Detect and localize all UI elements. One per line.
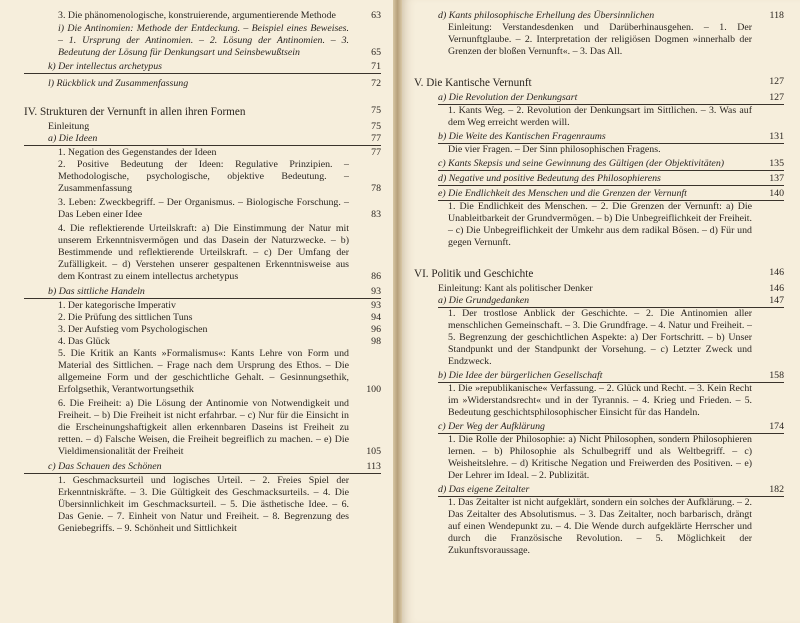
section-title-text: e) Die Endlichkeit des Menschen und die Grenzen der Vernunft [438, 188, 687, 199]
toc-entry-einleitung [24, 121, 381, 133]
page-number: 63 [371, 10, 381, 21]
entry-text: 1. Der kategorische Imperativ [58, 300, 176, 311]
entry-text: Die vier Fragen. – Der Sinn philosophischen Fragens. [448, 144, 661, 155]
section-title-text: c) Der Weg der Aufklärung [438, 421, 545, 432]
toc-section-grundgedanken [438, 295, 784, 368]
entry-text: 1. Negation des Gegenstandes der Ideen [58, 147, 217, 158]
entry-text: 5. Die Kritik an Kants »Formalismus«: Kants Lehre von Form und Material des Sittlichen. – Frage nach dem Ursprung des Ethos. – Die allgemeine Form und der geschichtliche Gehalt. – Gesinnungsethik, Erfolgsethik, Verantwortungsethik [58, 348, 349, 395]
section-title: d) Kants philosophische Erhellung des Übersinnlichen [438, 10, 655, 21]
entry-text: 1. Die Endlichkeit des Menschen. – 2. Die Grenzen der Vernunft: a) Die Unableitbarkeit der Grundvermögen. – b) Die Unbegreiflichkeit der Freiheit. – c) Die Unbegreiflichkeit der Umkehr aus dem radikal Bösen. – d) Für und gegen Vernunft. [448, 201, 752, 248]
section-title [438, 158, 784, 171]
page-number: 72 [371, 78, 381, 89]
section-title [438, 92, 784, 105]
section-title: b) Das sittliche Handeln [48, 286, 145, 297]
toc-entry-intellectus [24, 61, 381, 74]
entry-text: 3. Der Aufstieg vom Psychologischen [58, 324, 208, 335]
book-gutter [393, 0, 402, 623]
toc-section-aufklaerung [438, 421, 784, 482]
section-description [438, 201, 784, 249]
section-heading-handeln [24, 286, 381, 299]
page-number: 146 [769, 267, 784, 278]
section-description [438, 383, 784, 419]
page-number: 65 [371, 47, 381, 58]
entry-text: 1. Geschmacksurteil und logisches Urteil. – 2. Freies Spiel der Erkenntniskräfte. – 3. Die Gültigkeit des Geschmacksurteils. – 4. Die Übersinnlichkeit im Geschmacksurteil. – 5. Die ästhetische Idee. – 6. Das Genie. – 7. Einheit von Natur und Freiheit. – 8. Begrenzung des Geniebegriffs. – 9. Schönheit und Sittlichkeit [58, 475, 349, 534]
entry-text: l) Rückblick und Zusammenfassung [48, 78, 189, 89]
section-title [438, 421, 784, 434]
entry-text: 2. Die Prüfung des sittlichen Tuns [58, 312, 193, 323]
entry-text: 1. Die »republikanische« Verfassung. – 2. Glück und Recht. – 3. Kein Recht im »Widerstandsrecht« und in der Tyrannis. – 4. Krieg und Frieden. – 5. Bedeutung geschichtsphilosophischer Einsicht für das Handeln. [448, 383, 752, 418]
chapter-heading-iv [24, 105, 381, 119]
entry-text: 3. Leben: Zweckbegriff. – Der Organismus. – Biologische Forschung. – Das Leben einer Idee [58, 197, 349, 220]
page-number: 140 [769, 188, 784, 199]
page-number: 146 [769, 283, 784, 294]
section-title: c) Das Schauen des Schönen [48, 461, 162, 472]
page-number: 96 [371, 324, 381, 335]
section-title [438, 131, 784, 144]
page-number: 118 [769, 10, 784, 21]
page-number: 131 [769, 131, 784, 142]
section-description [438, 308, 784, 368]
section-description [438, 105, 784, 129]
toc-entry-ideen-4 [24, 223, 381, 283]
entry-text: i) Die Antinomien: Methode der Entdeckung. – Beispiel eines Beweises. – 1. Ursprung der Antinomien. – 2. Lösung der Antinomien. – 3. Bedeutung der Lösung für Denkungsart und Seinsbewußtsein [58, 23, 349, 58]
chapter-title: V. Die Kantische Vernunft [414, 77, 532, 89]
section-title [438, 370, 784, 383]
section-title [438, 484, 784, 497]
toc-entry-ideen-2 [24, 159, 381, 195]
entry-text: 4. Das Glück [58, 336, 110, 347]
page-number: 100 [366, 384, 381, 395]
entry-text: 6. Die Freiheit: a) Die Lösung der Antinomie von Notwendigkeit und Freiheit. – b) Die Freiheit ist nicht erfahrbar. – c) Nur für die Einsicht in die Erscheinungshaftigkeit allen erkennbaren Daseins ist Freiheit zu retten. – d) Falsche Weisen, die Freiheit begreiflich zu machen. – e) Die Vieldimensionalität der Freiheit [58, 398, 349, 457]
page-number: 93 [371, 286, 381, 297]
toc-entry-ideen-3 [24, 197, 381, 221]
toc-entry-handeln-3 [24, 324, 381, 336]
section-title [438, 173, 784, 186]
page-number: 182 [769, 484, 784, 495]
page-number: 127 [769, 92, 784, 103]
toc-section-zeitalter [438, 484, 784, 557]
toc-section-fragenraum [438, 131, 784, 156]
section-title-text: b) Die Weite des Kantischen Fragenraums [438, 131, 606, 142]
toc-entry-methode [24, 10, 381, 22]
section-title-text: d) Negative und positive Bedeutung des Philosophierens [438, 173, 661, 184]
entry-text: 3. Die phänomenologische, konstruierende, argumentierende Methode [58, 10, 336, 21]
entry-text: 1. Kants Weg. – 2. Revolution der Denkungsart im Sittlichen. – 3. Was auf dem Weg erreicht werden will. [448, 105, 752, 128]
entry-text: 1. Die Rolle der Philosophie: a) Nicht Philosophen, sondern Philosophieren lernen. – b) Philosophie als Schulbegriff und als Weltbegriff. – c) Weisheitslehre. – d) Kritische Negation und Freiwerden des Positiven. – e) Der Lehrer im Ideal. – 2. Publizität. [448, 434, 752, 481]
section-title-text: d) Das eigene Zeitalter [438, 484, 530, 495]
page-number: 77 [371, 133, 381, 144]
page-number: 113 [366, 461, 381, 472]
section-description [438, 144, 784, 156]
toc-entry-handeln-4 [24, 336, 381, 348]
entry-text: Einleitung [48, 121, 90, 132]
page-number: 127 [769, 76, 784, 87]
toc-entry-schoenen [24, 475, 381, 535]
entry-text: Einleitung: Kant als politischer Denker [438, 283, 593, 294]
page-number: 98 [371, 336, 381, 347]
toc-section-skepsis [438, 158, 784, 171]
entry-text: 1. Der trostlose Anblick der Geschichte. – 2. Die Antinomien aller menschlichen Gemeinschaft. – 3. Die Grundfrage. – 4. Natur und Freiheit. – 5. Begrenzung der geschichtlichen Aspekte: a) Der Fortschritt. – b) Unser Standpunkt und der Standpunkt der Vorsehung. – c) Letzter Zweck und Endzweck. [448, 308, 752, 367]
toc-entry-rueckblick [24, 78, 381, 90]
page-number: 147 [769, 295, 784, 306]
toc-entry-ideen-1 [24, 147, 381, 159]
page-number: 105 [366, 446, 381, 457]
toc-section-philosophieren [438, 173, 784, 186]
page-number: 174 [769, 421, 784, 432]
page-number: 83 [371, 209, 381, 220]
page-number: 135 [769, 158, 784, 169]
entry-text: 4. Die reflektierende Urteilskraft: a) Die Einstimmung der Natur mit unserem Erkenntnisvermögen und das Dasein der Naturzwecke. – b) Bestimmende und reflektierende Urteilskraft. – c) Der Umfang der Zufälligkeit. – d) Verstehen unserer gespaltenen Erkenntnisweise aus dem Kontrast zu einem intellectus archetypus [58, 223, 349, 282]
page-number: 71 [371, 61, 381, 72]
toc-section-revolution [438, 92, 784, 129]
left-page [0, 0, 393, 623]
section-description [438, 497, 784, 557]
section-title: a) Die Ideen [48, 133, 98, 144]
section-title-text: a) Die Revolution der Denkungsart [438, 92, 578, 103]
entry-text: 1. Das Zeitalter ist nicht aufgeklärt, sondern ein solches der Aufklärung. – 2. Das Zeitalter des Absolutismus. – 3. Das Zeitalter, noch barbarisch, drängt auf einen Wendepunkt zu. – 4. Die Wende durch aufgeklärte Herrscher und durch die Französische Revolution. – 5. Möglichkeit der Zukunftsvoraussage. [448, 497, 752, 556]
toc-entry-handeln-1 [24, 300, 381, 312]
toc-entry-handeln-6 [24, 398, 381, 458]
page-number: 75 [371, 121, 381, 132]
section-title [438, 188, 784, 201]
section-heading-uebersinnlichen [438, 10, 784, 22]
section-description [438, 434, 784, 482]
toc-entry-uebersinnlichen [438, 22, 784, 58]
page-number: 94 [371, 312, 381, 323]
chapter-heading-v [414, 76, 784, 90]
chapter-heading-vi [414, 267, 784, 281]
toc-section-gesellschaft [438, 370, 784, 419]
chapter-title: IV. Strukturen der Vernunft in allen ihren Formen [24, 106, 246, 118]
entry-text: 2. Positive Bedeutung der Ideen: Regulative Prinzipien. – Methodologische, psychologische, objektive Bedeutung. – Zusammenfassung [58, 159, 349, 194]
right-page [402, 0, 800, 623]
toc-entry-vi-einleitung [438, 283, 784, 295]
section-heading-schoenen [24, 461, 381, 474]
section-title-text: b) Die Idee der bürgerlichen Gesellschaft [438, 370, 603, 381]
chapter-title: VI. Politik und Geschichte [414, 268, 534, 280]
entry-text: Einleitung: Verstandesdenken und Darüberhinausgehen. – 1. Der Vernunftglaube. – 2. Interpretation der religiösen Dogmen »innerhalb der Grenzen der bloßen Vernunft«. – 3. Das All. [448, 22, 752, 57]
section-heading-ideen [24, 133, 381, 146]
page-number: 137 [769, 173, 784, 184]
page-number: 158 [769, 370, 784, 381]
entry-text: k) Der intellectus archetypus [48, 61, 162, 72]
toc-entry-handeln-5 [24, 348, 381, 396]
page-number: 93 [371, 300, 381, 311]
section-title-text: c) Kants Skepsis und seine Gewinnung des Gültigen (der Objektivitäten) [438, 158, 725, 169]
toc-entry-antinomien [24, 23, 381, 59]
page-number: 75 [371, 105, 381, 116]
page-number: 78 [371, 183, 381, 194]
toc-section-endlichkeit [438, 188, 784, 249]
page-number: 77 [371, 147, 381, 158]
section-title [438, 295, 784, 308]
toc-entry-handeln-2 [24, 312, 381, 324]
section-title-text: a) Die Grundgedanken [438, 295, 530, 306]
page-number: 86 [371, 271, 381, 282]
